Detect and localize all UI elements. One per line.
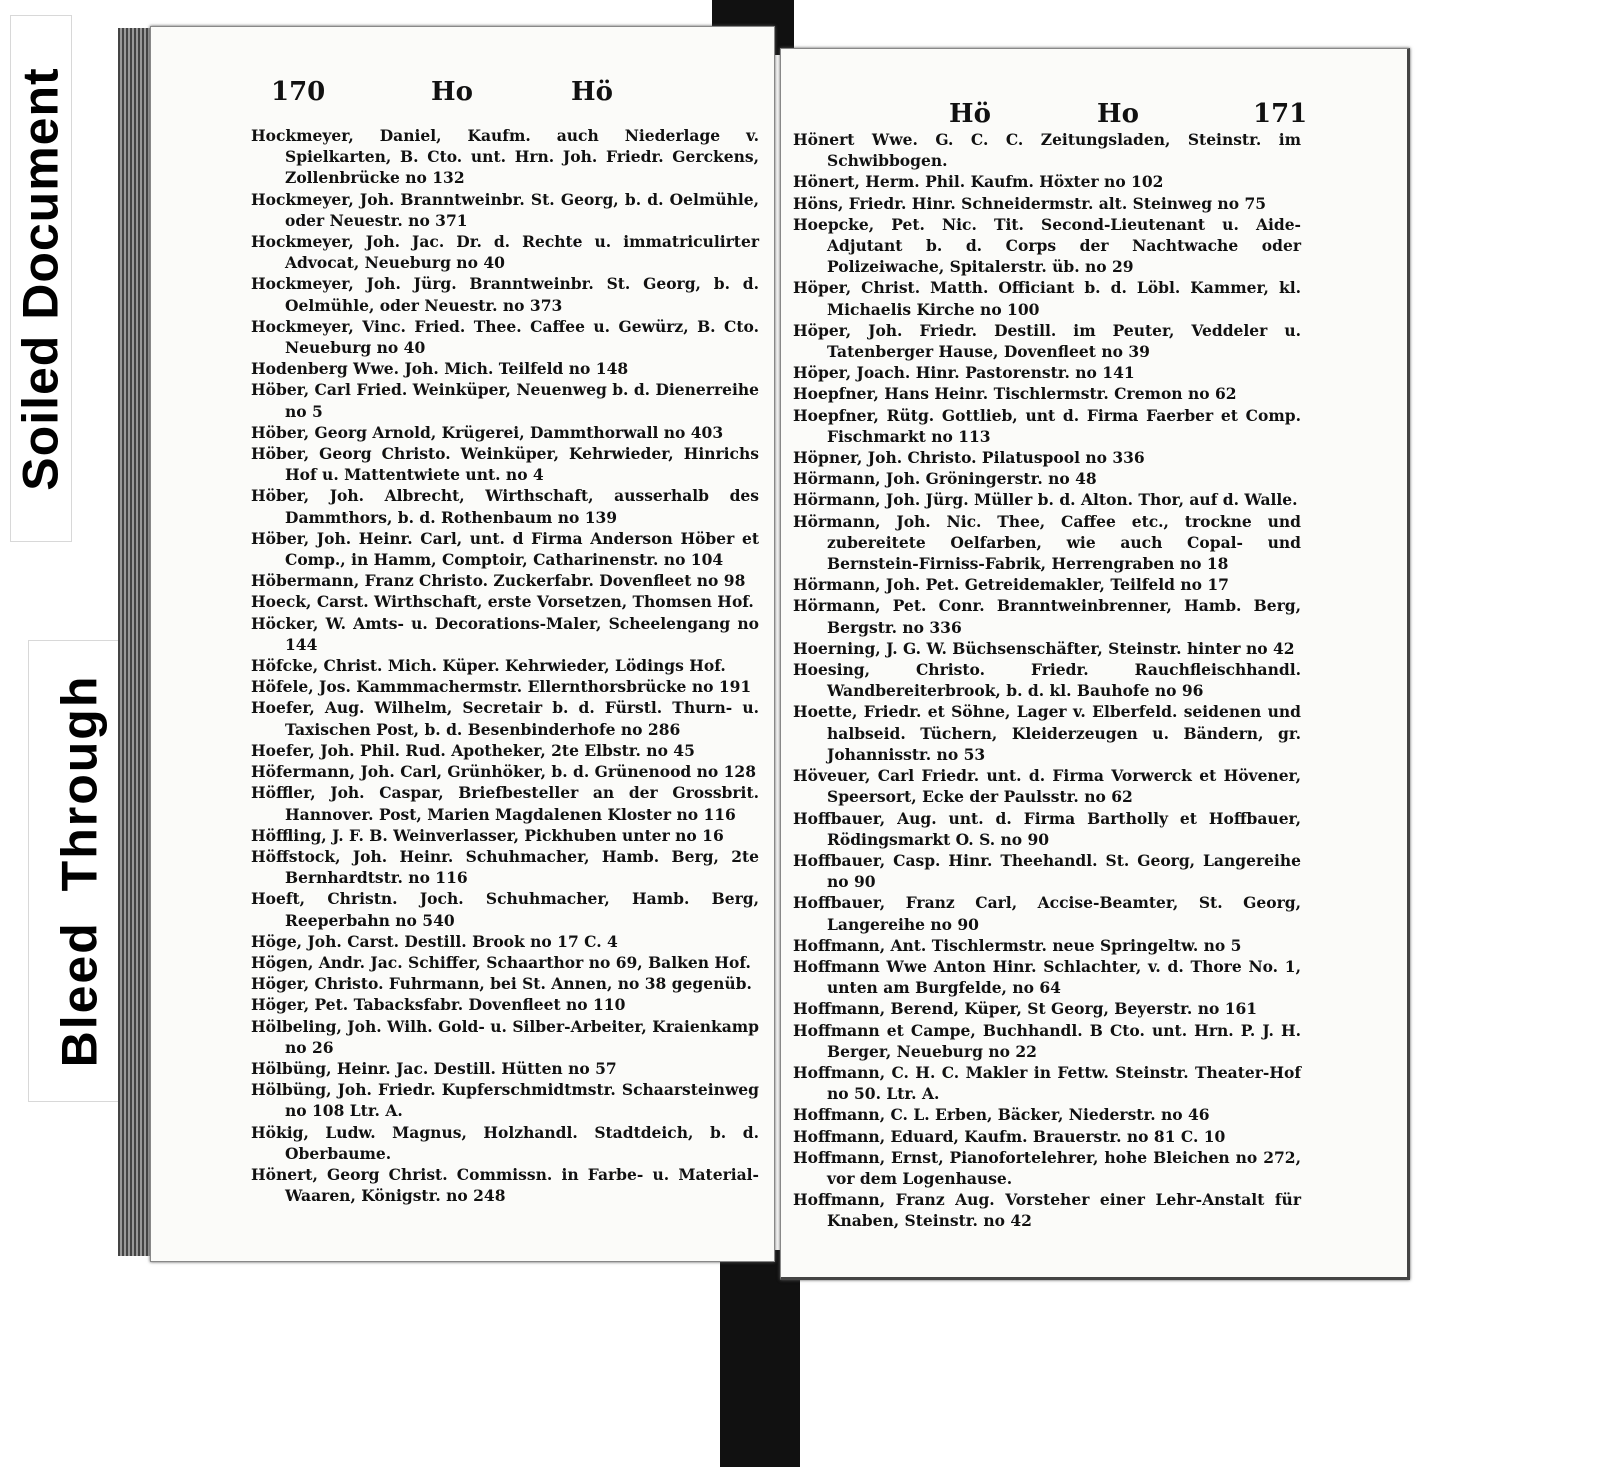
directory-entry: Hoepfner, Hans Heinr. Tischlermstr. Cremon no 62 — [793, 384, 1237, 404]
right-page-number: 171 — [1253, 99, 1308, 129]
directory-entry: Hoffmann, C. H. C. Makler in Fettw. Steinstr. Theater-Hof no 50. Ltr. A. — [793, 1062, 1301, 1104]
directory-entry: Hockmeyer, Joh. Jac. Dr. d. Rechte u. immatriculirter Advocat, Neueburg no 40 — [251, 232, 759, 273]
right-entry-list — [793, 129, 1301, 1232]
directory-entry: Höper, Joach. Hinr. Pastorenstr. no 141 — [793, 363, 1135, 383]
directory-entry: Hoette, Friedr. et Söhne, Lager v. Elberfeld. seidenen und halbseid. Tüchern, Kleiderzeugen u. Bändern, gr. Johannisstr. no 53 — [793, 702, 1301, 764]
directory-entry: Hoffmann, Berend, Küper, St Georg, Beyerstr. no 161 — [793, 999, 1258, 1019]
directory-entry: Höber, Carl Fried. Weinküper, Neuenweg b. d. Dienerreihe no 5 — [251, 380, 759, 421]
directory-entry: Höfcke, Christ. Mich. Küper. Kehrwieder, Lödings Hof. — [251, 656, 726, 676]
directory-entry: Hoffmann, Eduard, Kaufm. Brauerstr. no 81 C. 10 — [793, 1126, 1226, 1146]
directory-entry: Hoffmann, Ant. Tischlermstr. neue Springeltw. no 5 — [793, 935, 1242, 955]
directory-entry: Hoffbauer, Franz Carl, Accise-Beamter, St. Georg, Langereihe no 90 — [793, 893, 1301, 934]
directory-entry: Hölbüng, Heinr. Jac. Destill. Hütten no 57 — [251, 1058, 617, 1078]
left-page-header — [151, 77, 774, 117]
directory-entry: Höbermann, Franz Christo. Zuckerfabr. Dovenfleet no 98 — [251, 571, 746, 591]
directory-entry: Hoffmann et Campe, Buchhandl. B Cto. unt. Hrn. P. J. H. Berger, Neueburg no 22 — [793, 1020, 1301, 1061]
directory-entry: Hoeft, Christn. Joch. Schuhmacher, Hamb. Berg, Reeperbahn no 540 — [251, 889, 759, 930]
directory-entry: Hockmeyer, Joh. Branntweinbr. St. Georg, b. d. Oelmühle, oder Neuestr. no 371 — [251, 189, 759, 230]
directory-entry: Hörmann, Joh. Gröningerstr. no 48 — [793, 469, 1097, 489]
directory-entry: Hoesing, Christo. Friedr. Rauchfleischhandl. Wandbereiterbrook, b. d. kl. Bauhofe no 96 — [793, 660, 1301, 701]
directory-entry: Hörmann, Joh. Pet. Getreidemakler, Teilfeld no 17 — [793, 575, 1229, 595]
directory-entry: Hoepcke, Pet. Nic. Tit. Second-Lieutenant u. Aide-Adjutant b. d. Corps der Nachtwache oder Polizeiwache, Spitalerstr. üb. no 29 — [793, 214, 1301, 277]
directory-entry: Höper, Christ. Matth. Officiant b. d. Löbl. Kammer, kl. Michaelis Kirche no 100 — [793, 278, 1301, 319]
directory-entry: Hörmann, Pet. Conr. Branntweinbrenner, Hamb. Berg, Bergstr. no 336 — [793, 596, 1301, 637]
left-running-head-1: Ho — [431, 77, 473, 107]
directory-entry: Hörmann, Joh. Nic. Thee, Caffee etc., trockne und zubereitete Oelfarben, wie auch Copal- und Bernstein-Firniss-Fabrik, Herrengraben no 18 — [793, 511, 1301, 574]
right-page — [780, 48, 1410, 1280]
left-running-head-2: Hö — [571, 77, 613, 107]
directory-entry: Hoffmann Wwe Anton Hinr. Schlachter, v. d. Thore No. 1, unten am Burgfelde, no 64 — [793, 956, 1301, 998]
directory-entry: Höffling, J. F. B. Weinverlasser, Pickhuben unter no 16 — [251, 825, 724, 845]
directory-entry: Höber, Georg Arnold, Krügerei, Dammthorwall no 403 — [251, 422, 724, 442]
binding-gutter-bottom — [720, 1250, 800, 1467]
directory-entry: Hockmeyer, Daniel, Kaufm. auch Niederlage v. Spielkarten, B. Cto. unt. Hrn. Joh. Friedr. Gerckens, Zollenbrücke no 132 — [251, 126, 759, 188]
right-running-head-2: Ho — [1097, 99, 1139, 129]
directory-entry: Höber, Georg Christo. Weinküper, Kehrwieder, Hinrichs Hof u. Mattentwiete unt. no 4 — [251, 444, 759, 485]
directory-entry: Höger, Pet. Tabacksfabr. Dovenfleet no 110 — [251, 995, 626, 1015]
directory-entry: Hölbeling, Joh. Wilh. Gold- u. Silber-Arbeiter, Kraienkamp no 26 — [251, 1016, 759, 1057]
directory-entry: Hoffmann, Ernst, Pianofortelehrer, hohe Bleichen no 272, vor dem Logenhause. — [793, 1147, 1301, 1188]
directory-entry: Hoefer, Aug. Wilhelm, Secretair b. d. Fürstl. Thurn- u. Taxischen Post, b. d. Besenbinderhofe no 286 — [251, 698, 759, 739]
left-entry-list — [251, 125, 759, 1206]
directory-entry: Hölbüng, Joh. Friedr. Kupferschmidtmstr. Schaarsteinweg no 108 Ltr. A. — [251, 1080, 759, 1121]
directory-entry: Höcker, W. Amts- u. Decorations-Maler, Scheelengang no 144 — [251, 613, 759, 654]
directory-entry: Hökig, Ludw. Magnus, Holzhandl. Stadtdeich, b. d. Oberbaume. — [251, 1122, 759, 1163]
directory-entry: Hönert Wwe. G. C. C. Zeitungsladen, Steinstr. im Schwibbogen. — [793, 130, 1301, 171]
directory-entry: Hönert, Herm. Phil. Kaufm. Höxter no 102 — [793, 172, 1164, 192]
directory-entry: Höns, Friedr. Hinr. Schneidermstr. alt. Steinweg no 75 — [793, 193, 1267, 213]
directory-entry: Hönert, Georg Christ. Commissn. in Farbe- u. Material-Waaren, Königstr. no 248 — [251, 1164, 759, 1206]
left-page — [150, 26, 775, 1262]
directory-entry: Höber, Joh. Albrecht, Wirthschaft, ausserhalb des Dammthors, b. d. Rothenbaum no 139 — [251, 486, 759, 527]
soiled-document-text: Soiled Document — [13, 66, 69, 491]
soiled-document-label — [10, 15, 72, 542]
bleed-through-text: Bleed Through — [51, 674, 108, 1068]
directory-entry: Höfermann, Joh. Carl, Grünhöker, b. d. Grünenood no 128 — [251, 762, 756, 782]
directory-entry: Hoepfner, Rütg. Gottlieb, unt d. Firma Faerber et Comp. Fischmarkt no 113 — [793, 405, 1301, 446]
directory-entry: Höber, Joh. Heinr. Carl, unt. d Firma Anderson Höber et Comp., in Hamm, Comptoir, Catharinenstr. no 104 — [251, 528, 759, 570]
directory-entry: Hoefer, Joh. Phil. Rud. Apotheker, 2te Elbstr. no 45 — [251, 740, 695, 760]
directory-entry: Hoffbauer, Aug. unt. d. Firma Bartholly et Hoffbauer, Rödingsmarkt O. S. no 90 — [793, 808, 1301, 849]
directory-entry: Höger, Christo. Fuhrmann, bei St. Annen, no 38 gegenüb. — [251, 974, 752, 994]
directory-entry: Höfele, Jos. Kammmachermstr. Ellernthorsbrücke no 191 — [251, 677, 752, 697]
directory-entry: Hockmeyer, Joh. Jürg. Branntweinbr. St. Georg, b. d. Oelmühle, oder Neuestr. no 373 — [251, 274, 759, 315]
directory-entry: Högen, Andr. Jac. Schiffer, Schaarthor no 69, Balken Hof. — [251, 952, 751, 972]
directory-entry: Hockmeyer, Vinc. Fried. Thee. Caffee u. Gewürz, B. Cto. Neueburg no 40 — [251, 316, 759, 358]
directory-entry: Höffler, Joh. Caspar, Briefbesteller an der Grossbrit. Hannover. Post, Marien Magdalenen Kloster no 116 — [251, 783, 759, 824]
directory-entry: Höpner, Joh. Christo. Pilatuspool no 336 — [793, 448, 1145, 468]
directory-entry: Höffstock, Joh. Heinr. Schuhmacher, Hamb. Berg, 2te Bernhardtstr. no 116 — [251, 846, 759, 888]
right-running-head-1: Hö — [949, 99, 991, 129]
directory-entry: Höveuer, Carl Friedr. unt. d. Firma Vorwerck et Hövener, Speersort, Ecke der Paulsstr. no 62 — [793, 766, 1301, 807]
directory-entry: Hoeck, Carst. Wirthschaft, erste Vorsetzen, Thomsen Hof. — [251, 592, 754, 612]
left-page-number: 170 — [271, 77, 326, 107]
bleed-through-label — [28, 640, 130, 1102]
directory-entry: Hodenberg Wwe. Joh. Mich. Teilfeld no 148 — [251, 359, 629, 379]
directory-entry: Hoffmann, C. L. Erben, Bäcker, Niederstr. no 46 — [793, 1105, 1210, 1125]
directory-entry: Hoerning, J. G. W. Büchsenschäfter, Steinstr. hinter no 42 — [793, 638, 1295, 658]
directory-entry: Höper, Joh. Friedr. Destill. im Peuter, Veddeler u. Tatenberger Hause, Dovenfleet no 39 — [793, 320, 1301, 362]
directory-entry: Hoffbauer, Casp. Hinr. Theehandl. St. Georg, Langereihe no 90 — [793, 850, 1301, 892]
directory-entry: Hörmann, Joh. Jürg. Müller b. d. Alton. Thor, auf d. Walle. — [793, 490, 1298, 510]
directory-entry: Hoffmann, Franz Aug. Vorsteher einer Lehr-Anstalt für Knaben, Steinstr. no 42 — [793, 1190, 1301, 1231]
directory-entry: Höge, Joh. Carst. Destill. Brook no 17 C. 4 — [251, 931, 618, 951]
